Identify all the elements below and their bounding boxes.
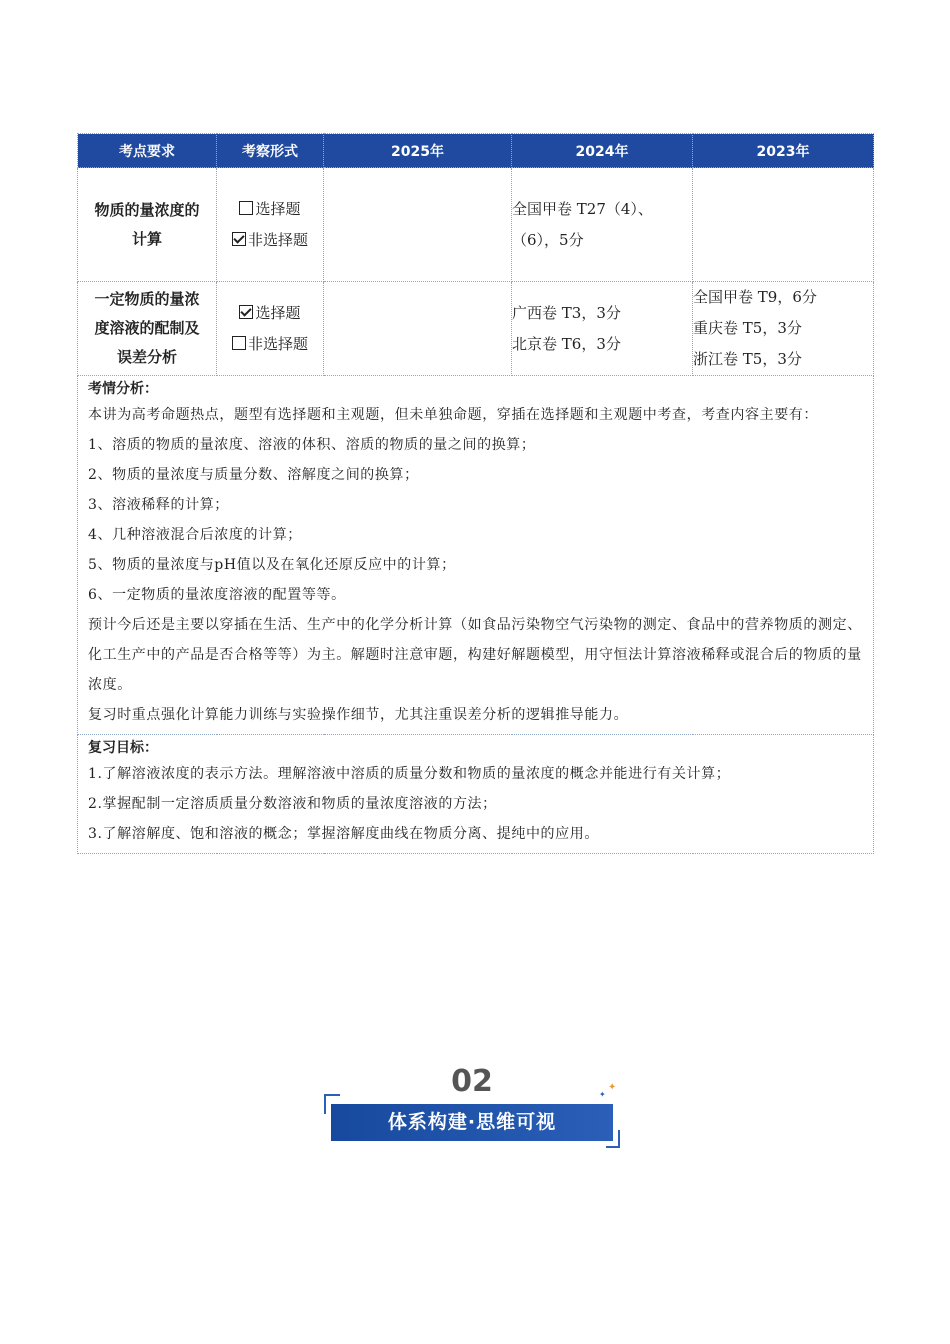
analysis-paragraph: 本讲为高考命题热点，题型有选择题和主观题，但未单独命题，穿插在选择题和主观题中考查，考查内容主要有： xyxy=(88,407,818,423)
cell-2024 xyxy=(512,282,693,376)
cell-2025 xyxy=(324,168,512,282)
header-2025: 2025年 xyxy=(324,134,512,168)
source-line: 广西卷 T3，3分 xyxy=(512,303,621,322)
goal-item: 3.了解溶解度、饱和溶液的概念；掌握溶解度曲线在物质分离、提纯中的应用。 xyxy=(88,826,599,842)
option-multiple-choice: 选择题 xyxy=(217,298,323,329)
topic-cell xyxy=(78,168,217,282)
cell-2023 xyxy=(693,282,874,376)
topic-line: 误差分析 xyxy=(116,348,177,366)
source-line: 重庆卷 T5，3分 xyxy=(693,319,802,337)
goal-item: 2.掌握配制一定溶质质量分数溶液和物质的量浓度溶液的方法； xyxy=(88,796,497,812)
source-line: 浙江卷 T5，3分 xyxy=(693,350,802,368)
analysis-cell xyxy=(78,376,874,735)
section-banner xyxy=(322,1064,622,1154)
section-title: 体系构建·思维可视 xyxy=(331,1104,613,1141)
source-line: （6），5分 xyxy=(512,230,584,249)
topic-line: 度溶液的配制及 xyxy=(94,319,200,337)
analysis-paragraph: 6、一定物质的量浓度溶液的配置等等。 xyxy=(88,587,346,603)
goal-item: 1.了解溶液浓度的表示方法。理解溶液中溶质的质量分数和物质的量浓度的概念并能进行有关计算； xyxy=(88,766,731,782)
analysis-paragraph: 3、溶液稀释的计算； xyxy=(88,497,229,513)
sparkle-icon: ✦ xyxy=(599,1090,606,1099)
checked-box-icon xyxy=(232,232,246,246)
sparkle-icon: ✦ xyxy=(608,1082,617,1093)
goals-row xyxy=(78,735,874,854)
form-cell xyxy=(217,282,324,376)
goals-cell xyxy=(78,735,874,854)
analysis-paragraph: 1、溶质的物质的量浓度、溶液的体积、溶质的物质的量之间的换算； xyxy=(88,437,536,453)
analysis-paragraph: 5、物质的量浓度与pH值以及在氧化还原反应中的计算； xyxy=(88,557,456,573)
analysis-title: 考情分析： xyxy=(88,381,158,397)
topic-line: 计算 xyxy=(131,229,162,248)
form-cell xyxy=(217,168,324,282)
source-line: 全国甲卷 T27（4）、 xyxy=(512,199,653,218)
topic-cell xyxy=(78,282,217,376)
table-row xyxy=(78,282,874,376)
table-row xyxy=(78,168,874,282)
option-multiple-choice: 选择题 xyxy=(217,194,323,225)
section-number: 02 xyxy=(451,1064,493,1099)
option-non-multiple-choice: 非选择题 xyxy=(217,225,323,256)
analysis-paragraph: 复习时重点强化计算能力训练与实验操作细节，尤其注重误差分析的逻辑推导能力。 xyxy=(88,707,629,723)
checked-box-icon xyxy=(239,305,253,319)
source-line: 北京卷 T6，3分 xyxy=(512,334,621,353)
analysis-paragraph: 2、物质的量浓度与质量分数、溶解度之间的换算； xyxy=(88,467,419,483)
unchecked-box-icon xyxy=(232,336,246,350)
analysis-row xyxy=(78,376,874,735)
option-non-multiple-choice: 非选择题 xyxy=(217,329,323,360)
topic-line: 一定物质的量浓 xyxy=(94,290,200,308)
exam-overview-table xyxy=(77,133,874,854)
unchecked-box-icon xyxy=(239,201,253,215)
header-2023: 2023年 xyxy=(693,134,874,168)
cell-2025 xyxy=(324,282,512,376)
cell-2024 xyxy=(512,168,693,282)
analysis-paragraph: 4、几种溶液混合后浓度的计算； xyxy=(88,527,302,543)
header-2024: 2024年 xyxy=(512,134,693,168)
cell-2023 xyxy=(693,168,874,282)
topic-line: 物质的量浓度的 xyxy=(94,200,200,219)
goals-title: 复习目标： xyxy=(88,740,158,756)
table-header-row xyxy=(78,134,874,168)
header-topic: 考点要求 xyxy=(78,134,217,168)
header-form: 考察形式 xyxy=(217,134,324,168)
source-line: 全国甲卷 T9，6分 xyxy=(693,288,817,306)
analysis-paragraph: 预计今后还是主要以穿插在生活、生产中的化学分析计算（如食品污染物空气污染物的测定、食品中的营养物质的测定、化工生产中的产品是否合格等等）为主。解题时注意审题，构建好解题模型，用守恒法计算溶液稀释或混合后的物质的量浓度。 xyxy=(88,617,862,693)
corner-bracket-decoration xyxy=(606,1130,620,1148)
